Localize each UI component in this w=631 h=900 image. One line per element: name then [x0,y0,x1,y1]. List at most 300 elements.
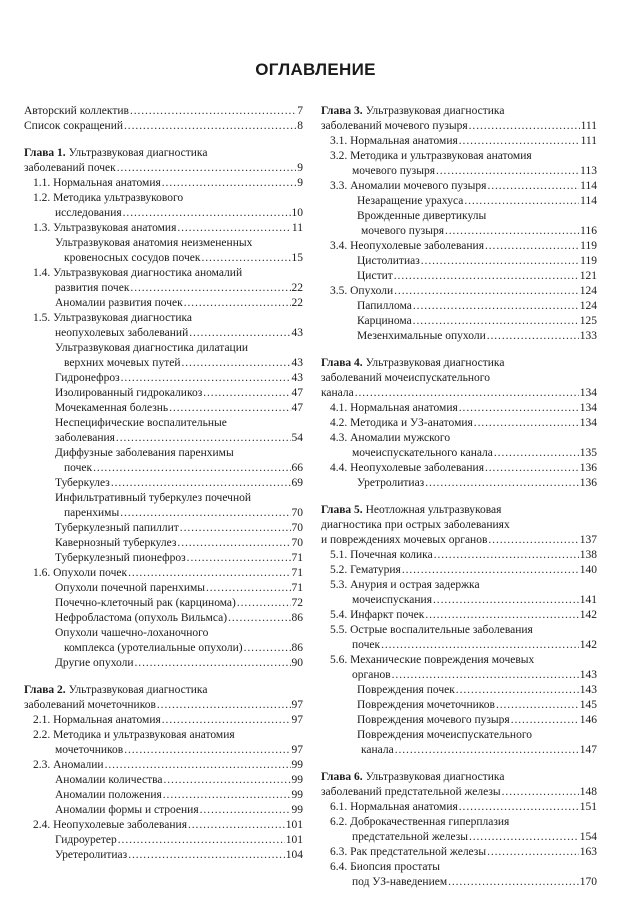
toc-entry-text: Изолированный гидрокаликоз [55,387,203,399]
toc-entry-title [352,593,432,608]
toc-entry[interactable] [24,773,303,788]
toc-entry[interactable] [24,371,303,386]
toc-entry-text: Ультразвуковая диагностика [362,357,505,369]
dot-leader [494,446,579,461]
toc-entry-text: Опухоли почечной паренхимы [55,582,205,594]
toc-entry-text: 1.6. Опухоли почек [33,567,128,579]
toc-entry-title [321,785,501,800]
toc-entry-text: Гидроуретер [55,834,117,846]
toc-entry[interactable] [24,104,303,119]
toc-chapter-heading[interactable] [24,683,303,698]
chapter-spacer [321,491,597,503]
toc-entry-text: Папиллома [357,300,412,312]
toc-entry[interactable] [321,845,597,860]
toc-entry-title [321,356,504,371]
toc-entry-text: Повреждения почек [357,684,455,696]
page-number: 133 [579,330,597,342]
dot-leader [189,326,290,341]
page-number: 43 [291,372,303,384]
dot-leader [395,743,579,758]
toc-entry-text: Ультразвуковая анатомия неизмененных [55,237,253,249]
toc-entry[interactable] [24,818,303,833]
dot-leader [464,194,579,209]
toc-chapter-heading[interactable] [321,356,597,371]
toc-entry[interactable] [321,800,597,815]
dot-leader [169,401,290,416]
toc-entry-text: комплекса (уротелиальные опухоли) [64,642,243,654]
toc-entry-text: Неотложная ультразвуковая [362,504,502,516]
toc-entry[interactable] [321,119,597,134]
toc-entry[interactable] [321,401,597,416]
toc-entry-text: Уретеролитиаз [55,849,128,861]
toc-entry-text: мочевого пузыря [352,165,435,177]
toc-entry-title [352,668,391,683]
toc-entry[interactable] [321,668,597,683]
dot-leader [117,161,297,176]
toc-entry[interactable] [24,641,303,656]
page-number: 104 [285,849,303,861]
toc-entry-text: 3.3. Аномалии мочевого пузыря [330,180,487,192]
dot-leader [162,176,296,191]
dot-leader [485,239,579,254]
page-number: 97 [291,699,303,711]
toc-entry-text: исследования [55,207,122,219]
toc-entry[interactable] [24,698,303,713]
toc-entry-title [55,401,168,416]
toc-entry-title [33,311,192,326]
dot-leader [120,506,290,521]
toc-entry-text: Повреждения мочеиспускательного [357,729,533,741]
toc-entry-text: паренхимы [64,507,120,519]
page-number: 146 [579,714,597,726]
page-number: 10 [291,207,303,219]
toc-entry-text: 6.4. Биопсия простаты [330,861,440,873]
page-number: 69 [291,477,303,489]
toc-entry[interactable] [321,386,597,401]
toc-entry[interactable] [321,179,597,194]
dot-leader [118,833,285,848]
toc-entry[interactable] [321,518,597,533]
toc-entry-title [55,296,183,311]
page-number: 70 [291,507,303,519]
toc-chapter-heading[interactable] [24,146,303,161]
toc-entry[interactable] [24,161,303,176]
toc-entry-text: Мочекаменная болезнь [55,402,169,414]
toc-entry-text: заболевания [55,432,115,444]
toc-entry[interactable] [24,281,303,296]
toc-entry-title [357,194,463,209]
toc-entry-title [321,533,487,548]
toc-entry-title [55,551,186,566]
dot-leader [511,713,579,728]
toc-entry[interactable] [321,329,597,344]
dot-leader [425,476,579,491]
toc-entry[interactable] [24,251,303,266]
toc-entry-text: 5.5. Острые воспалительные заболевания [330,624,533,636]
toc-entry[interactable] [24,743,303,758]
dot-leader [459,401,579,416]
toc-entry[interactable] [321,209,597,224]
toc-entry[interactable] [321,446,597,461]
toc-entry[interactable] [321,134,597,149]
dot-leader [502,785,579,800]
dot-leader [355,386,579,401]
toc-entry-text: почек [352,639,381,651]
toc-entry[interactable] [24,296,303,311]
dot-leader [206,581,291,596]
toc-entry[interactable] [24,656,303,671]
dot-leader [237,596,291,611]
toc-entry-text: органов [352,669,391,681]
toc-entry-text: заболеваний мочеточников [24,699,156,711]
toc-entry[interactable] [24,431,303,446]
dot-leader [130,104,296,119]
toc-entry-title [330,461,484,476]
toc-entry-title [321,770,504,785]
toc-entry-title [357,683,455,698]
toc-entry-title [321,104,504,119]
page-number: 99 [291,789,303,801]
toc-entry-title [55,416,227,431]
dot-leader [469,830,579,845]
toc-entry-text: 3.1. Нормальная анатомия [330,135,458,147]
toc-entry-text: 6.3. Рак предстательной железы [330,846,487,858]
toc-entry-text: 2.2. Методика и ультразвуковая анатомия [33,729,235,741]
toc-entry-title [361,224,444,239]
toc-entry[interactable] [321,476,597,491]
page-number: 8 [297,120,303,132]
dot-leader [105,758,291,773]
toc-entry-text: 3.4. Неопухолевые заболевания [330,240,484,252]
toc-entry-title [330,416,473,431]
toc-entry[interactable] [24,626,303,641]
toc-entry-title [330,860,440,875]
toc-entry-text: Гидронефроз [55,372,120,384]
toc-entry[interactable] [321,623,597,638]
toc-entry[interactable] [321,653,597,668]
dot-leader [244,641,291,656]
toc-entry-text: почек [64,462,93,474]
toc-entry-title [352,875,447,890]
dot-leader [93,461,290,476]
toc-entry-text: Карцинома [357,315,412,327]
toc-entry-title [357,698,495,713]
page-number: 70 [291,537,303,549]
toc-entry[interactable] [24,416,303,431]
toc-entry[interactable] [24,476,303,491]
page-number: 54 [291,432,303,444]
dot-leader [459,134,580,149]
page-number: 119 [580,240,597,252]
toc-entry-text: Уретролитиаз [357,477,425,489]
toc-entry-text: Список сокращений [24,120,124,132]
toc-entry-text: 1.3. Ультразвуковая анатомия [33,222,177,234]
dot-leader [177,221,291,236]
toc-chapter-heading[interactable] [321,503,597,518]
toc-entry-text: развития почек [55,282,130,294]
toc-entry-title [33,728,235,743]
toc-entry-title [55,596,236,611]
dot-leader [128,566,290,581]
page-number: 99 [291,759,303,771]
toc-entry[interactable] [24,758,303,773]
toc-entry[interactable] [24,206,303,221]
toc-entry-title [64,506,119,521]
page-number: 114 [580,180,597,192]
toc-entry-text: неопухолевых заболеваний [55,327,189,339]
toc-entry-title [55,386,202,401]
toc-entry-title [55,581,205,596]
page-number: 124 [579,300,597,312]
chapter-spacer [321,344,597,356]
toc-entry-text: Почечно-клеточный рак (карцинома) [55,597,236,609]
toc-entry-text: мочеиспускательного канала [352,447,493,459]
toc-entry[interactable] [321,743,597,758]
toc-entry-text: Аномалии формы и строения [55,804,199,816]
toc-entry-title [330,800,458,815]
toc-entry[interactable] [321,533,597,548]
page-number: 70 [291,522,303,534]
toc-entry[interactable] [24,221,303,236]
toc-entry-text: Опухоли чашечно-лоханочного [55,627,209,639]
toc-entry[interactable] [24,356,303,371]
toc-entry-text: кровеносных сосудов почек [64,252,201,264]
toc-entry[interactable] [321,608,597,623]
page-number: 121 [579,270,597,282]
toc-entry-title [352,830,468,845]
toc-entry-title [357,209,486,224]
page-number: 99 [291,774,303,786]
dot-leader [425,608,578,623]
dot-leader [402,563,579,578]
toc-entry[interactable] [24,728,303,743]
toc-entry[interactable] [321,299,597,314]
toc-entry-text: 4.3. Аномалии мужского [330,432,451,444]
toc-entry[interactable] [24,506,303,521]
toc-entry[interactable] [321,314,597,329]
toc-entry-title [33,176,161,191]
toc-entry-title [55,491,251,506]
dot-leader [433,593,579,608]
toc-entry-title [55,788,162,803]
toc-entry[interactable] [321,728,597,743]
chapter-spacer [24,671,303,683]
toc-entry[interactable] [321,593,597,608]
toc-entry-title [33,221,176,236]
toc-entry[interactable] [321,416,597,431]
toc-entry[interactable] [321,149,597,164]
page-number: 138 [579,549,597,561]
page-number: 137 [579,534,597,546]
toc-entry[interactable] [321,461,597,476]
toc-entry-title [330,401,458,416]
toc-entry[interactable] [321,164,597,179]
toc-entry[interactable] [321,683,597,698]
page-number: 90 [291,657,303,669]
toc-left-column [24,104,303,863]
toc-entry[interactable] [321,830,597,845]
page-number: 111 [580,135,597,147]
toc-entry[interactable] [321,254,597,269]
toc-entry-title [55,848,127,863]
toc-entry[interactable] [321,269,597,284]
toc-entry-title [330,284,393,299]
dot-leader [130,281,290,296]
toc-entry-text: Инфильтративный туберкулез почечной [55,492,251,504]
toc-entry-text: Диффузные заболевания паренхимы [55,447,234,459]
toc-entry-text: заболеваний мочевого пузыря [321,120,468,132]
toc-entry-text: Мезенхимальные опухоли [357,330,486,342]
dot-leader [121,371,291,386]
toc-entry-title [24,119,123,134]
toc-entry-title [24,683,207,698]
page-number: 97 [291,714,303,726]
toc-entry[interactable] [321,860,597,875]
page-number: 135 [579,447,597,459]
toc-entry[interactable] [321,698,597,713]
toc-entry-title [330,623,533,638]
page-number: 101 [285,819,303,831]
toc-entry-title [357,314,412,329]
toc-entry-title [330,134,458,149]
toc-entry[interactable] [24,566,303,581]
toc-entry-title [64,251,200,266]
toc-entry-title [330,845,486,860]
page-number: 47 [291,387,303,399]
toc-entry-text: 1.4. Ультразвуковая диагностика аномалий [33,267,243,279]
toc-chapter-heading[interactable] [321,770,597,785]
toc-entry[interactable] [24,833,303,848]
toc-entry[interactable] [321,371,597,386]
toc-entry[interactable] [24,266,303,281]
toc-entry[interactable] [24,236,303,251]
toc-entry[interactable] [24,326,303,341]
toc-entry[interactable] [24,788,303,803]
page-number: 71 [291,552,303,564]
page-number: 147 [579,744,597,756]
toc-entry-text: заболеваний почек [24,162,116,174]
toc-entry-title [55,743,123,758]
toc-entry-text: 5.4. Инфаркт почек [330,609,425,621]
toc-entry-text: и повреждениях мочевых органов [321,534,488,546]
toc-entry[interactable] [24,581,303,596]
toc-entry[interactable] [321,239,597,254]
dot-leader [163,788,291,803]
toc-entry-title [330,815,509,830]
toc-entry[interactable] [321,563,597,578]
toc-entry-text: Туберкулезный папиллит [55,522,179,534]
toc-entry-text: Ультразвуковая диагностика [65,684,208,696]
toc-entry-title [55,476,110,491]
toc-entry[interactable] [24,491,303,506]
toc-entry[interactable] [321,194,597,209]
dot-leader [184,296,291,311]
toc-entry-text: 2.3. Аномалии [33,759,104,771]
chapter-label: Глава 4. [321,357,363,369]
toc-entry-text: 3.2. Методика и ультразвуковая анатомия [330,150,532,162]
toc-entry-title [55,536,176,551]
toc-entry[interactable] [321,815,597,830]
toc-entry[interactable] [321,224,597,239]
chapter-label: Глава 1. [24,147,66,159]
toc-entry[interactable] [321,638,597,653]
toc-entry-title [321,518,510,533]
toc-entry-title [357,329,486,344]
toc-entry[interactable] [24,191,303,206]
toc-chapter-heading[interactable] [321,104,597,119]
dot-leader [164,773,291,788]
toc-entry[interactable] [24,386,303,401]
toc-entry[interactable] [24,176,303,191]
chapter-label: Глава 5. [321,504,363,516]
page-number: 43 [291,327,303,339]
toc-entry-title [330,431,450,446]
page-number: 154 [579,831,597,843]
toc-entry[interactable] [24,803,303,818]
page-number: 148 [579,786,597,798]
toc-entry-title [330,548,433,563]
toc-entry-text: 1.1. Нормальная анатомия [33,177,161,189]
toc-entry[interactable] [24,341,303,356]
toc-entry[interactable] [321,713,597,728]
toc-entry[interactable] [24,611,303,626]
toc-entry[interactable] [24,461,303,476]
toc-entry[interactable] [24,446,303,461]
page-number: 71 [291,582,303,594]
toc-entry-title [33,758,104,773]
toc-entry-text: Туберкулез [55,477,110,489]
toc-entry[interactable] [321,548,597,563]
dot-leader [485,461,579,476]
toc-entry[interactable] [24,521,303,536]
toc-entry-title [55,833,117,848]
toc-entry[interactable] [24,401,303,416]
dot-leader [496,698,579,713]
dot-leader [157,698,291,713]
toc-entry[interactable] [24,596,303,611]
toc-entry[interactable] [24,311,303,326]
dot-leader [228,611,290,626]
toc-entry[interactable] [321,875,597,890]
page-number: 111 [580,120,597,132]
toc-entry-text: канала [321,387,354,399]
toc-entry[interactable] [321,785,597,800]
toc-entry-title [24,104,129,119]
toc-entry-title [321,503,501,518]
toc-entry[interactable] [321,578,597,593]
toc-entry-text: 4.2. Методика и УЗ-анатомия [330,417,473,429]
page-number: 15 [291,252,303,264]
dot-leader [434,548,579,563]
toc-entry-title [55,656,134,671]
toc-entry-title [55,803,199,818]
toc-entry[interactable] [24,536,303,551]
toc-entry[interactable] [24,713,303,728]
toc-entry-text: Авторский коллектив [24,105,129,117]
toc-entry[interactable] [24,119,303,134]
toc-entry-text: 2.1. Нормальная анатомия [33,714,161,726]
toc-entry-text: 1.5. Ультразвуковая диагностика [33,312,192,324]
toc-entry[interactable] [24,551,303,566]
toc-entry-text: Нефробластома (опухоль Вильмса) [55,612,228,624]
dot-leader [448,875,579,890]
toc-entry-title [357,728,532,743]
toc-entry-title [330,578,480,593]
toc-entry[interactable] [24,848,303,863]
toc-entry-title [352,446,493,461]
toc-entry[interactable] [321,431,597,446]
toc-entry[interactable] [321,284,597,299]
